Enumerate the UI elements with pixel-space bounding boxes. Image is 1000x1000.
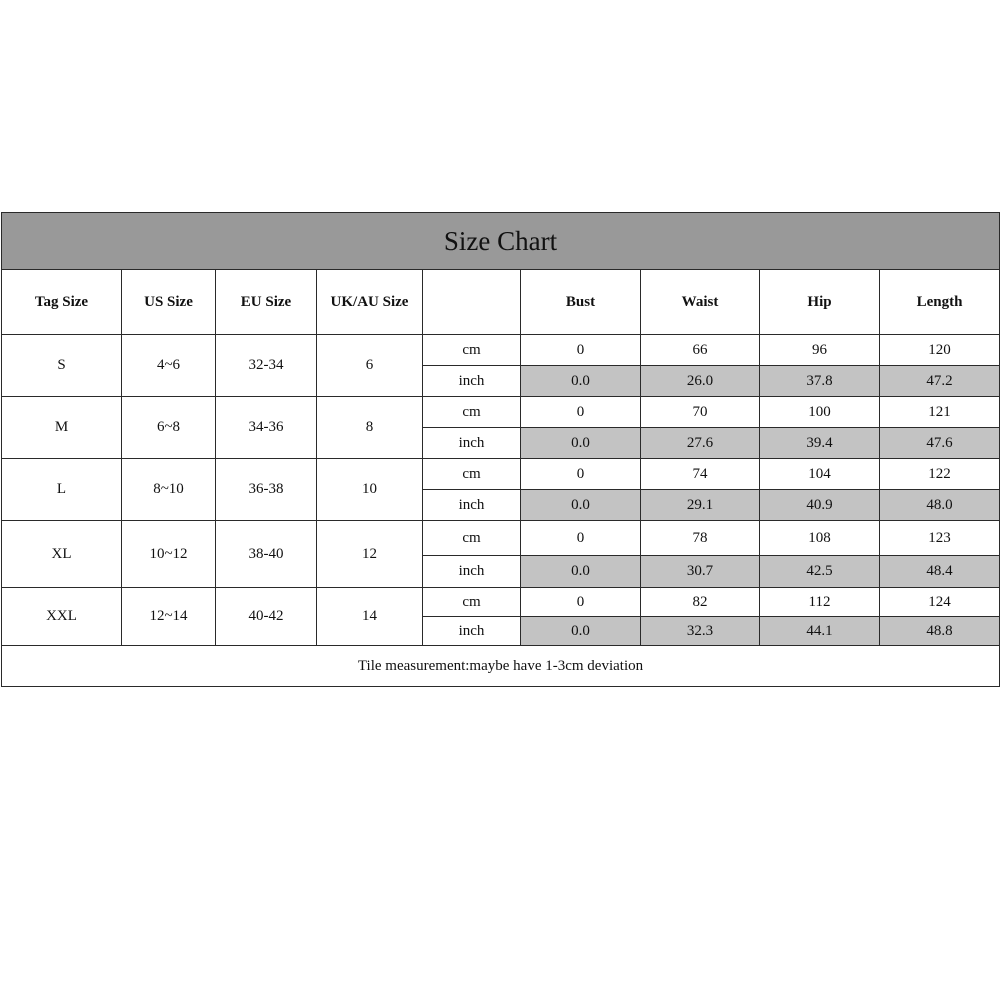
length-inch-cell: 48.8	[880, 617, 1000, 646]
waist-cm-cell: 70	[641, 397, 760, 428]
hip-inch-cell: 39.4	[760, 428, 880, 459]
us-size-cell: 6~8	[122, 397, 216, 459]
waist-inch-cell: 30.7	[641, 556, 760, 588]
header-waist: Waist	[641, 270, 760, 335]
hip-cm-cell: 104	[760, 459, 880, 490]
unit-cell: inch	[423, 428, 521, 459]
table-row	[2, 459, 1000, 490]
length-cm-cell: 124	[880, 588, 1000, 617]
eu-size-cell: 34-36	[216, 397, 317, 459]
unit-cell: inch	[423, 366, 521, 397]
us-size-cell: 12~14	[122, 588, 216, 646]
unit-cell: inch	[423, 617, 521, 646]
table-row	[2, 588, 1000, 617]
header-tag-size: Tag Size	[2, 270, 122, 335]
length-inch-cell: 48.4	[880, 556, 1000, 588]
hip-inch-cell: 37.8	[760, 366, 880, 397]
unit-cell: cm	[423, 397, 521, 428]
header-eu-size: EU Size	[216, 270, 317, 335]
uk-au-size-cell: 8	[317, 397, 423, 459]
waist-inch-cell: 29.1	[641, 490, 760, 521]
hip-inch-cell: 42.5	[760, 556, 880, 588]
chart-title: Size Chart	[2, 213, 1000, 270]
unit-cell: cm	[423, 588, 521, 617]
length-cm-cell: 122	[880, 459, 1000, 490]
tag-size-cell: S	[2, 335, 122, 397]
bust-inch-cell: 0.0	[521, 490, 641, 521]
uk-au-size-cell: 14	[317, 588, 423, 646]
uk-au-size-cell: 12	[317, 521, 423, 588]
bust-cm-cell: 0	[521, 397, 641, 428]
tag-size-cell: XL	[2, 521, 122, 588]
hip-cm-cell: 108	[760, 521, 880, 556]
footer-row	[2, 646, 1000, 687]
length-cm-cell: 123	[880, 521, 1000, 556]
length-inch-cell: 47.6	[880, 428, 1000, 459]
length-inch-cell: 48.0	[880, 490, 1000, 521]
header-us-size: US Size	[122, 270, 216, 335]
waist-cm-cell: 78	[641, 521, 760, 556]
bust-cm-cell: 0	[521, 335, 641, 366]
length-cm-cell: 120	[880, 335, 1000, 366]
size-chart-table	[1, 212, 1000, 687]
waist-cm-cell: 74	[641, 459, 760, 490]
bust-inch-cell: 0.0	[521, 428, 641, 459]
hip-inch-cell: 40.9	[760, 490, 880, 521]
unit-cell: cm	[423, 459, 521, 490]
us-size-cell: 4~6	[122, 335, 216, 397]
header-unit	[423, 270, 521, 335]
bust-cm-cell: 0	[521, 459, 641, 490]
waist-cm-cell: 82	[641, 588, 760, 617]
length-inch-cell: 47.2	[880, 366, 1000, 397]
bust-cm-cell: 0	[521, 588, 641, 617]
unit-cell: inch	[423, 556, 521, 588]
us-size-cell: 8~10	[122, 459, 216, 521]
uk-au-size-cell: 6	[317, 335, 423, 397]
length-cm-cell: 121	[880, 397, 1000, 428]
waist-inch-cell: 32.3	[641, 617, 760, 646]
eu-size-cell: 36-38	[216, 459, 317, 521]
unit-cell: cm	[423, 521, 521, 556]
hip-cm-cell: 100	[760, 397, 880, 428]
waist-inch-cell: 27.6	[641, 428, 760, 459]
hip-cm-cell: 112	[760, 588, 880, 617]
header-uk-au-size: UK/AU Size	[317, 270, 423, 335]
waist-cm-cell: 66	[641, 335, 760, 366]
tag-size-cell: M	[2, 397, 122, 459]
bust-cm-cell: 0	[521, 521, 641, 556]
uk-au-size-cell: 10	[317, 459, 423, 521]
us-size-cell: 10~12	[122, 521, 216, 588]
eu-size-cell: 32-34	[216, 335, 317, 397]
header-bust: Bust	[521, 270, 641, 335]
eu-size-cell: 38-40	[216, 521, 317, 588]
header-row	[2, 270, 1000, 335]
tag-size-cell: L	[2, 459, 122, 521]
table-row	[2, 397, 1000, 428]
hip-cm-cell: 96	[760, 335, 880, 366]
hip-inch-cell: 44.1	[760, 617, 880, 646]
unit-cell: inch	[423, 490, 521, 521]
header-hip: Hip	[760, 270, 880, 335]
bust-inch-cell: 0.0	[521, 366, 641, 397]
table-row	[2, 521, 1000, 556]
unit-cell: cm	[423, 335, 521, 366]
footer-note: Tile measurement:maybe have 1-3cm deviation	[2, 646, 1000, 687]
bust-inch-cell: 0.0	[521, 617, 641, 646]
table-row	[2, 335, 1000, 366]
bust-inch-cell: 0.0	[521, 556, 641, 588]
waist-inch-cell: 26.0	[641, 366, 760, 397]
header-length: Length	[880, 270, 1000, 335]
tag-size-cell: XXL	[2, 588, 122, 646]
eu-size-cell: 40-42	[216, 588, 317, 646]
